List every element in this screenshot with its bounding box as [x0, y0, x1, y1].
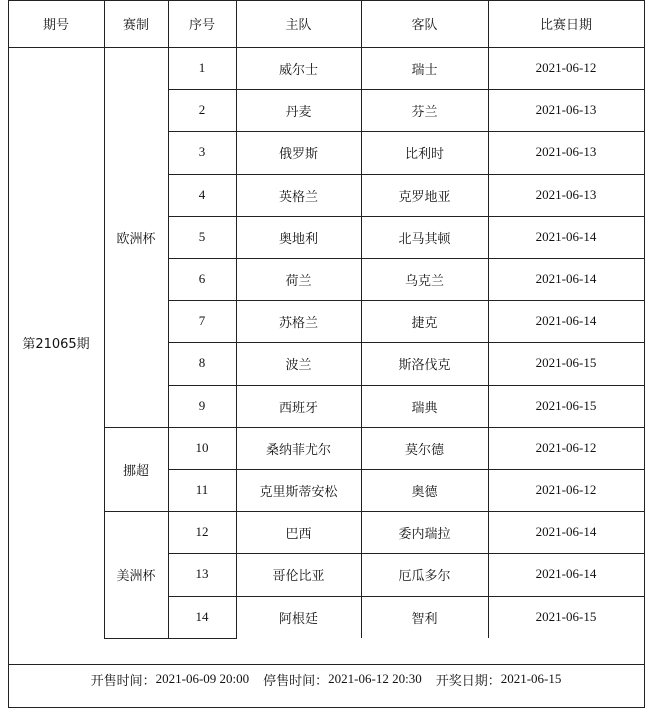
match-number: 3	[198, 144, 206, 159]
match-number: 10	[195, 440, 209, 455]
away-team: 委内瑞拉	[398, 526, 451, 542]
header-period: 期号	[42, 18, 69, 33]
grid-line	[168, 216, 645, 217]
away-team: 克罗地亚	[398, 189, 451, 205]
away-team: 比利时	[404, 146, 444, 162]
home-team: 威尔士	[278, 62, 318, 78]
sale-end-label: 停售时间：	[263, 673, 329, 689]
grid-line	[236, 0, 237, 638]
away-team: 捷克	[411, 315, 438, 331]
grid-line	[104, 638, 237, 639]
away-team: 斯洛伐克	[398, 357, 451, 373]
grid-line	[8, 0, 9, 707]
match-date: 2021-06-15	[535, 398, 597, 413]
sale-end-time: 2021-06-12 20:30	[328, 671, 422, 686]
sale-start-time: 2021-06-09 20:00	[155, 671, 250, 686]
sale-start-label: 开售时间：	[90, 673, 156, 689]
competition-cell: 欧洲杯	[116, 231, 156, 247]
grid-line	[168, 174, 645, 175]
match-number: 7	[198, 313, 206, 328]
match-date: 2021-06-14	[535, 524, 597, 539]
header-home: 主队	[285, 18, 312, 33]
match-date: 2021-06-14	[535, 229, 597, 244]
match-date: 2021-06-15	[535, 355, 597, 370]
grid-line	[104, 427, 169, 428]
grid-line	[168, 553, 645, 554]
grid-line	[8, 707, 645, 708]
grid-line	[168, 258, 645, 259]
match-date: 2021-06-13	[535, 144, 597, 159]
grid-line	[168, 385, 645, 386]
home-team: 苏格兰	[278, 315, 318, 331]
grid-line	[168, 469, 645, 470]
grid-line	[168, 342, 645, 343]
match-number: 11	[195, 482, 209, 497]
home-team: 俄罗斯	[278, 146, 318, 162]
match-number: 8	[198, 355, 206, 370]
header-number: 序号	[188, 18, 215, 33]
home-team: 克里斯蒂安松	[259, 484, 338, 500]
home-team: 桑纳菲尤尔	[265, 442, 331, 458]
home-team: 英格兰	[278, 189, 318, 205]
away-team: 智利	[411, 611, 438, 627]
away-team: 芬兰	[411, 104, 438, 120]
grid-line	[168, 131, 645, 132]
home-team: 荷兰	[285, 273, 312, 289]
header-competition: 赛制	[122, 18, 149, 33]
home-team: 哥伦比亚	[272, 568, 325, 584]
header-date: 比赛日期	[539, 18, 592, 33]
match-date: 2021-06-12	[535, 482, 597, 497]
grid-line	[168, 511, 645, 512]
match-date: 2021-06-12	[535, 60, 597, 75]
match-date: 2021-06-14	[535, 271, 597, 286]
competition-cell: 挪超	[122, 463, 149, 479]
match-date: 2021-06-15	[535, 609, 597, 624]
home-team: 奥地利	[278, 231, 318, 247]
grid-line	[104, 0, 105, 638]
match-number: 4	[198, 187, 206, 202]
grid-line	[104, 511, 169, 512]
home-team: 波兰	[285, 357, 312, 373]
period-cell: 第21065期	[22, 337, 90, 352]
away-team: 瑞典	[411, 400, 438, 416]
away-team: 厄瓜多尔	[398, 568, 451, 584]
competition-cell: 美洲杯	[116, 569, 156, 584]
grid-line	[168, 0, 169, 638]
away-team: 乌克兰	[404, 273, 444, 289]
match-number: 6	[198, 271, 206, 286]
match-number: 14	[195, 609, 209, 624]
match-date: 2021-06-13	[535, 102, 597, 117]
match-number: 13	[195, 566, 209, 581]
match-number: 2	[198, 102, 206, 117]
home-team: 巴西	[285, 526, 312, 542]
sale-info-footer	[8, 664, 644, 694]
away-team: 莫尔德	[404, 442, 444, 458]
grid-line	[168, 300, 645, 301]
match-number: 9	[198, 398, 206, 413]
match-date: 2021-06-13	[535, 187, 597, 202]
grid-line	[644, 0, 645, 707]
home-team: 丹麦	[285, 104, 312, 120]
away-team: 奥德	[411, 484, 438, 500]
match-date: 2021-06-12	[535, 440, 597, 455]
grid-line	[488, 0, 489, 638]
home-team: 阿根廷	[278, 611, 318, 627]
home-team: 西班牙	[278, 400, 318, 416]
draw-date: 2021-06-15	[500, 671, 562, 686]
header-away: 客队	[411, 18, 438, 33]
away-team: 瑞士	[411, 62, 438, 78]
grid-line	[168, 596, 645, 597]
grid-line	[168, 89, 645, 90]
match-date: 2021-06-14	[535, 313, 597, 328]
match-number: 1	[198, 60, 206, 75]
match-number: 12	[195, 524, 209, 539]
match-number: 5	[198, 229, 206, 244]
match-date: 2021-06-14	[535, 566, 597, 581]
grid-line	[168, 427, 645, 428]
draw-date-label: 开奖日期：	[435, 673, 501, 689]
away-team: 北马其顿	[398, 231, 451, 247]
grid-line	[361, 0, 362, 638]
